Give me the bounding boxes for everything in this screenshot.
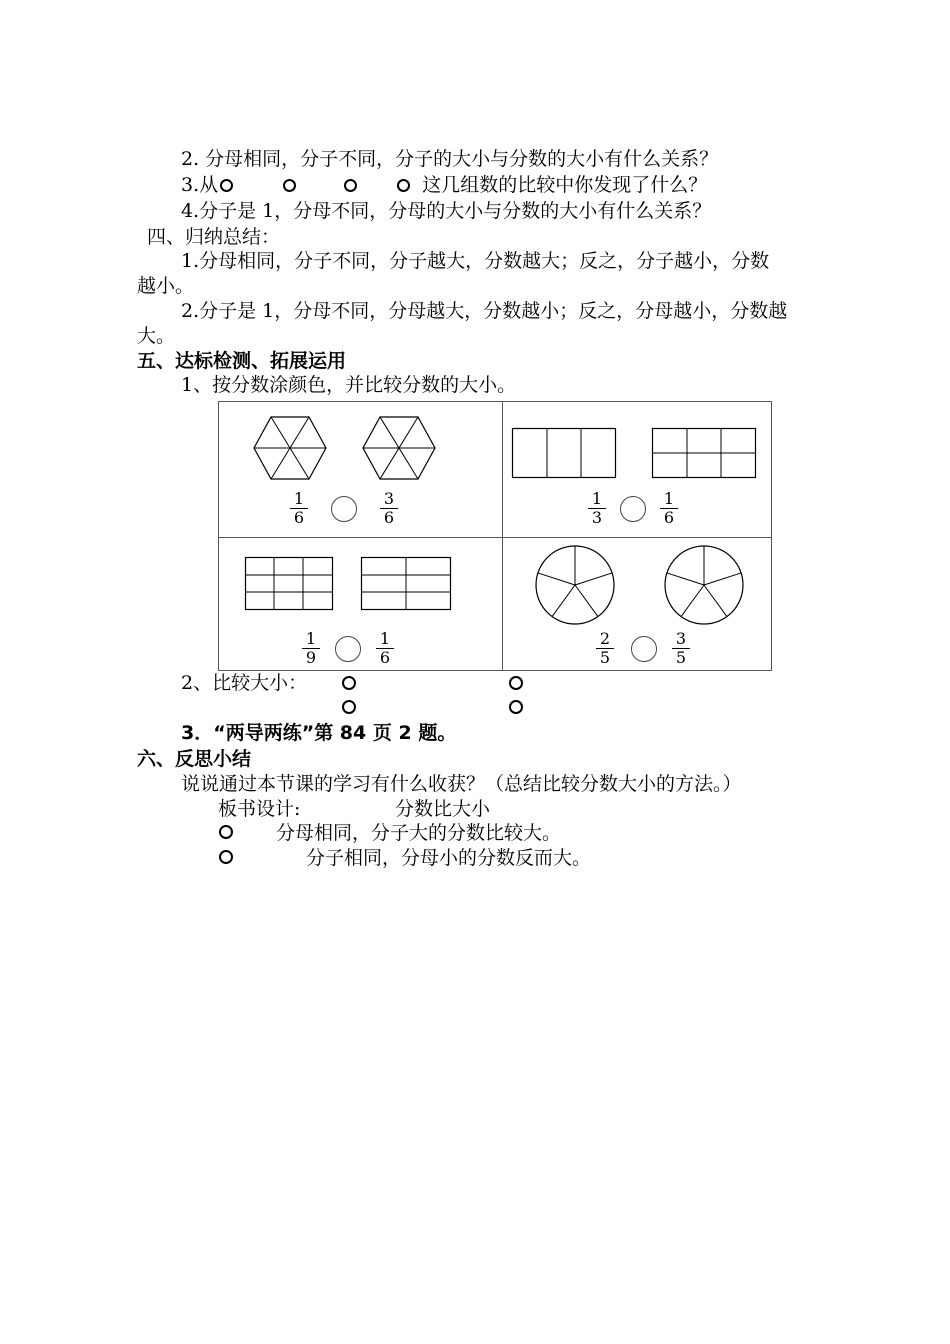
rectangle-thirds xyxy=(512,428,616,478)
compare-circle-icon[interactable] xyxy=(342,676,356,690)
hexagon-right xyxy=(362,416,436,480)
question-3-suffix: 这几组数的比较中你发现了什么？ xyxy=(422,174,708,196)
compare-circle-icon xyxy=(344,179,357,192)
fraction-br-right: 3 5 xyxy=(671,630,691,667)
compare-circle-bl[interactable] xyxy=(335,636,361,662)
board-rule-2: 分子相同，分母小的分数反而大。 xyxy=(306,847,592,869)
board-label: 板书设计: xyxy=(218,798,301,820)
exercise-grid xyxy=(218,401,772,671)
compare-circle-br[interactable] xyxy=(631,636,657,662)
rectangle-ninths xyxy=(245,557,333,610)
summary-1a: 1.分母相同，分子不同，分子越大，分数越大；反之，分子越小，分数 xyxy=(181,250,770,272)
section-6-title: 六、反思小结 xyxy=(137,748,252,770)
question-3 xyxy=(181,172,707,198)
section-4-title: 四、归纳总结： xyxy=(147,226,281,248)
board-circle-icon xyxy=(219,850,233,864)
board-rule-1: 分母相同，分子大的分数比较大。 xyxy=(276,822,562,844)
compare-circle-tl[interactable] xyxy=(331,496,357,522)
section-5-title: 五、达标检测、拓展运用 xyxy=(137,350,347,372)
question-4: 4.分子是 1，分母不同，分母的大小与分数的大小有什么关系？ xyxy=(181,200,712,222)
summary-2a: 2.分子是 1，分母不同，分母越大，分数越小；反之，分母越小，分数越 xyxy=(181,300,788,322)
compare-circle-icon[interactable] xyxy=(342,700,356,714)
compare-circle-icon xyxy=(220,179,233,192)
fraction-tr-left: 1 3 xyxy=(587,490,607,527)
fraction-br-left: 2 5 xyxy=(595,630,615,667)
summary-2b: 大。 xyxy=(137,325,176,347)
fraction-tl-left: 1 6 xyxy=(289,490,309,527)
reflection-prompt: 说说通过本节课的学习有什么收获？（总结比较分数大小的方法。） xyxy=(181,773,742,795)
exercise-3: 3．“两导两练”第 84 页 2 题。 xyxy=(181,722,457,744)
compare-circle-icon xyxy=(397,179,410,192)
fraction-bl-right: 1 6 xyxy=(375,630,395,667)
exercise-1: 1、按分数涂颜色，并比较分数的大小。 xyxy=(181,374,517,396)
hexagon-left xyxy=(253,416,327,480)
grid-vertical-divider xyxy=(502,402,503,670)
compare-circle-tr[interactable] xyxy=(620,496,646,522)
compare-circle-icon[interactable] xyxy=(509,700,523,714)
rectangle-sixths-bl xyxy=(361,557,451,610)
fraction-tl-right: 3 6 xyxy=(379,490,399,527)
question-3-prefix: 3.从 xyxy=(181,174,219,196)
summary-1b: 越小。 xyxy=(137,275,195,297)
exercise-2-label: 2、比较大小： xyxy=(181,672,308,694)
pie-fifths-right xyxy=(664,545,744,625)
fraction-tr-right: 1 6 xyxy=(659,490,679,527)
pie-fifths-left xyxy=(535,545,615,625)
board-title: 分数比大小 xyxy=(395,798,491,820)
grid-horizontal-divider xyxy=(219,537,771,538)
fraction-bl-left: 1 9 xyxy=(301,630,321,667)
board-circle-icon xyxy=(219,825,233,839)
compare-circle-icon[interactable] xyxy=(509,676,523,690)
question-2: 2. 分母相同，分子不同，分子的大小与分数的大小有什么关系？ xyxy=(181,148,719,170)
compare-circle-icon xyxy=(283,179,296,192)
rectangle-sixths xyxy=(652,428,756,478)
